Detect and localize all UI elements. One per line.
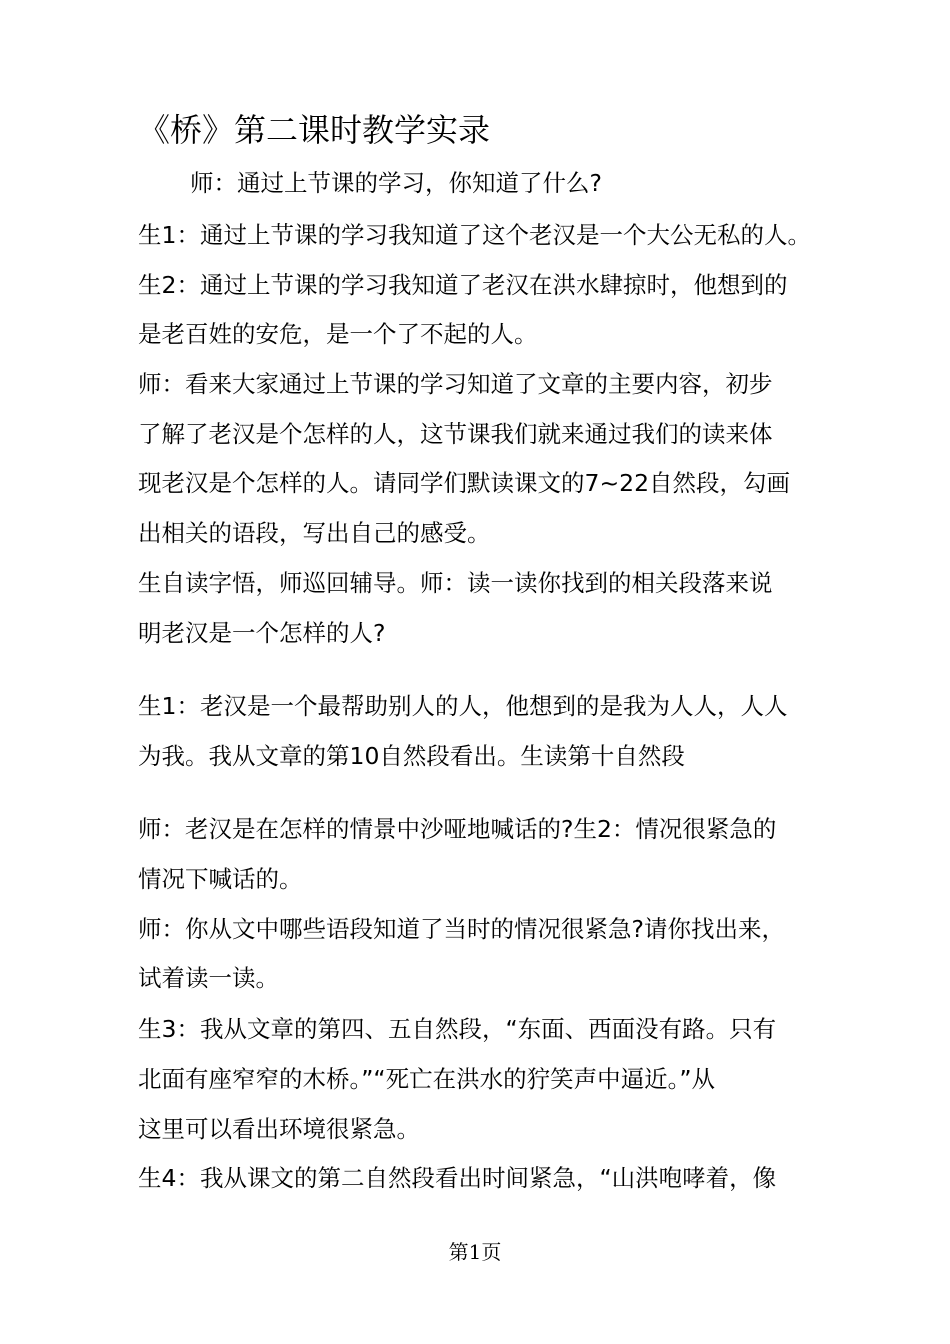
document-title: 《桥》第二课时教学实录: [138, 111, 491, 149]
text-line: 这里可以看出环境很紧急。: [138, 1115, 420, 1143]
text-line: 师：通过上节课的学习，你知道了什么?: [190, 169, 602, 197]
text-line: 生3：我从文章的第四、五自然段，“东面、西面没有路。只有: [138, 1015, 777, 1043]
text-line: 情况下喊话的。: [138, 865, 303, 893]
text-line: 是老百姓的安危，是一个了不起的人。: [138, 320, 538, 348]
text-line: 现老汉是个怎样的人。请同学们默读课文的7~22自然段，勾画: [138, 469, 791, 497]
page-number: 第1页: [448, 1240, 502, 1264]
text-line: 师：你从文中哪些语段知道了当时的情况很紧急?请你找出来，: [138, 915, 785, 943]
text-line: 生4：我从课文的第二自然段看出时间紧急，“山洪咆哮着，像: [138, 1164, 777, 1192]
text-line: 了解了老汉是个怎样的人，这节课我们就来通过我们的读来体: [138, 420, 773, 448]
text-line: 生1：老汉是一个最帮助别人的人，他想到的是我为人人，人人: [138, 692, 788, 720]
text-line: 明老汉是一个怎样的人?: [138, 619, 386, 647]
text-line: 师：老汉是在怎样的情景中沙哑地喊话的?生2：情况很紧急的: [138, 815, 777, 843]
text-line: 师：看来大家通过上节课的学习知道了文章的主要内容，初步: [138, 370, 773, 398]
text-line: 试着读一读。: [138, 964, 279, 992]
text-line: 生自读字悟，师巡回辅导。师：读一读你找到的相关段落来说: [138, 569, 773, 597]
text-line: 为我。我从文章的第10自然段看出。生读第十自然段: [138, 742, 685, 770]
text-line: 生1：通过上节课的学习我知道了这个老汉是一个大公无私的人。: [138, 221, 811, 249]
text-line: 生2：通过上节课的学习我知道了老汉在洪水肆掠时，他想到的: [138, 271, 788, 299]
text-line: 出相关的语段，写出自己的感受。: [138, 519, 491, 547]
text-line: 北面有座窄窄的木桥。”“死亡在洪水的狞笑声中逼近。”从: [138, 1065, 716, 1093]
